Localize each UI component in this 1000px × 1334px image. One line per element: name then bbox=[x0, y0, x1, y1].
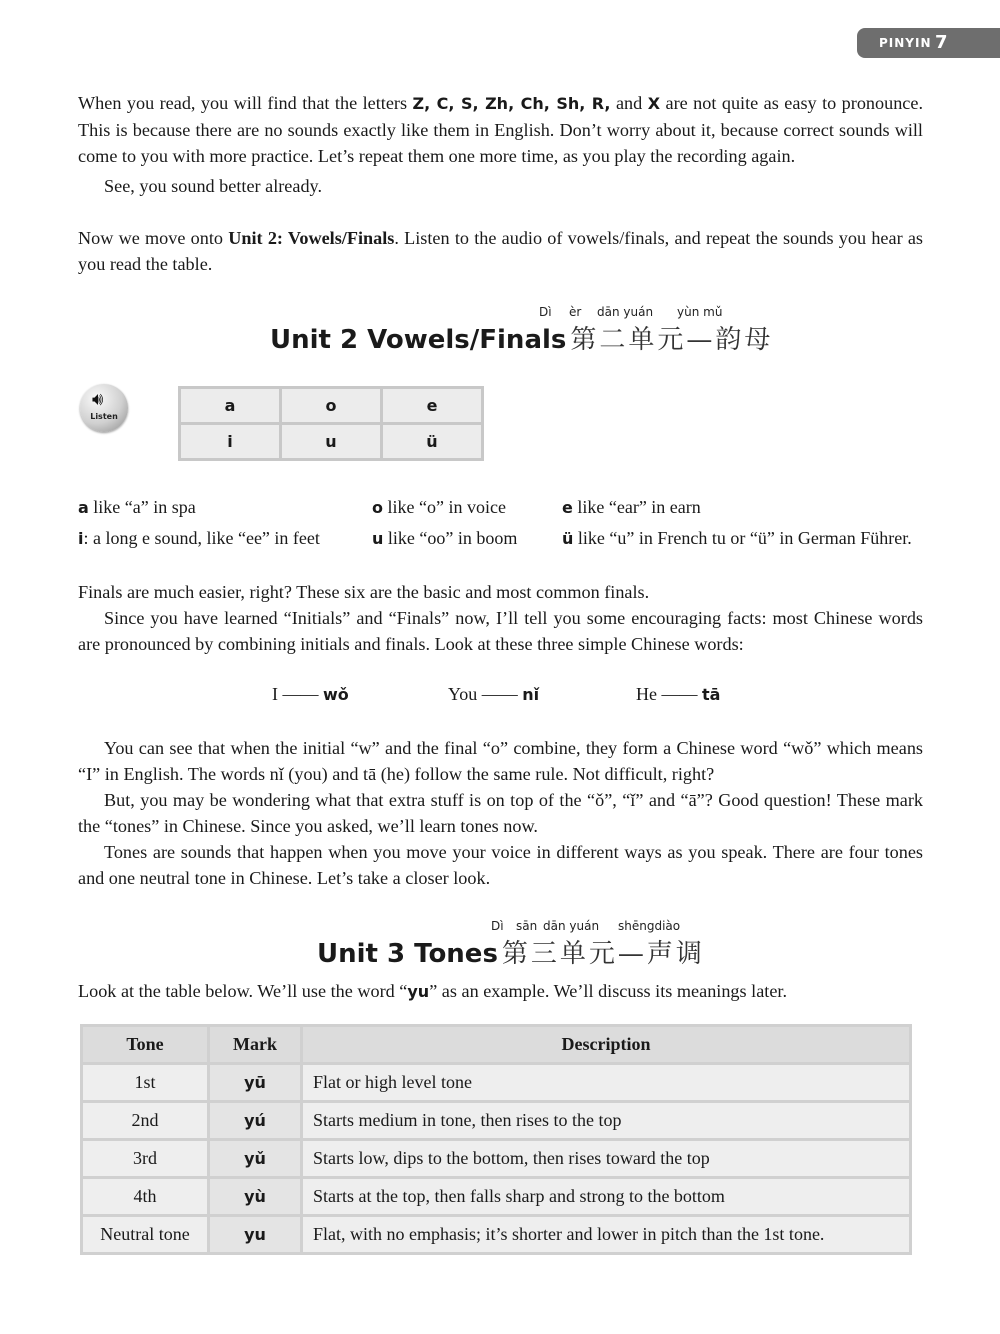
unit2-title: Unit 2 Vowels/Finals bbox=[270, 325, 567, 355]
final-cell: i bbox=[181, 425, 279, 458]
description-cell: Flat or high level tone bbox=[303, 1065, 909, 1100]
table-row bbox=[83, 1065, 909, 1100]
final-cell: ü bbox=[383, 425, 481, 458]
table-row bbox=[83, 1179, 909, 1214]
pinyin-danyuan: dān yuán bbox=[543, 919, 600, 933]
description-cell: Starts medium in tone, then rises to the top bbox=[303, 1103, 909, 1138]
paragraph-tones-intro: Tones are sounds that happen when you move your voice in different ways as you speak. There are four tones and one neutral tone in Chinese. Let’s take a closer look. bbox=[78, 842, 923, 888]
pinyin-yunmu: yùn mǔ bbox=[677, 305, 723, 319]
unit3-chinese-title: 第三单元—声调 bbox=[501, 939, 705, 969]
unit3-title: Unit 3 Tones bbox=[317, 939, 498, 969]
final-description-u-umlaut: ü like “u” in French tu or “ü” in German Führer. bbox=[562, 528, 912, 548]
word-example-he: He —— tā bbox=[636, 684, 721, 704]
final-description-i: i: a long e sound, like “ee” in feet bbox=[78, 528, 320, 548]
pinyin-shengdiao: shēngdiào bbox=[618, 919, 681, 933]
final-cell: a bbox=[181, 389, 279, 422]
listen-label: Listen bbox=[90, 412, 118, 421]
unit2-chinese-title: 第二单元—韵母 bbox=[570, 325, 774, 355]
mark-cell: yū bbox=[210, 1065, 300, 1100]
description-cell: Starts low, dips to the bottom, then rises toward the top bbox=[303, 1141, 909, 1176]
table-row bbox=[83, 1141, 909, 1176]
column-header-tone: Tone bbox=[83, 1027, 207, 1062]
paragraph-unit2-intro: Now we move onto Unit 2: Vowels/Finals. Listen to the audio of vowels/finals, and repeat the sounds you hear as you read the table. bbox=[78, 228, 924, 274]
paragraph-initials-finals: Since you have learned “Initials” and “Finals” now, I’ll tell you some encouraging facts: most Chinese words are pronounced by combining initials and finals. Look at these three simple Chinese words: bbox=[78, 608, 923, 654]
finals-table bbox=[178, 386, 484, 461]
pinyin-er: èr bbox=[569, 305, 582, 319]
tone-cell: 4th bbox=[83, 1179, 207, 1214]
mark-cell: yǔ bbox=[210, 1141, 300, 1176]
mark-cell: yu bbox=[210, 1217, 300, 1252]
paragraph-finals-easier: Finals are much easier, right? These six are the basic and most common finals. bbox=[78, 582, 650, 602]
description-cell: Flat, with no emphasis; it’s shorter and lower in pitch than the 1st tone. bbox=[303, 1217, 909, 1252]
table-header-row bbox=[83, 1027, 909, 1062]
paragraph-wo-explanation: You can see that when the initial “w” and the final “o” combine, they form a Chinese word “wǒ” which means “I” in English. The words nǐ (you) and tā (he) follow the same rule. Not difficult, right? bbox=[78, 738, 923, 784]
paragraph-tone-marks: But, you may be wondering what that extra stuff is on top of the “ǒ”, “ǐ” and “ā”? Good question! These mark the “tones” in Chinese. Since you asked, we’ll learn tones now. bbox=[78, 790, 923, 836]
final-description-o: o like “o” in voice bbox=[372, 497, 506, 517]
final-description-a: a like “a” in spa bbox=[78, 497, 196, 517]
description-cell: Starts at the top, then falls sharp and strong to the bottom bbox=[303, 1179, 909, 1214]
tone-cell: Neutral tone bbox=[83, 1217, 207, 1252]
tones-table bbox=[80, 1024, 912, 1255]
mark-cell: yù bbox=[210, 1179, 300, 1214]
tone-cell: 1st bbox=[83, 1065, 207, 1100]
unit3-heading bbox=[317, 933, 705, 970]
mark-cell: yú bbox=[210, 1103, 300, 1138]
final-cell: o bbox=[282, 389, 380, 422]
table-row bbox=[181, 389, 481, 422]
paragraph-better: See, you sound better already. bbox=[104, 176, 323, 196]
final-cell: e bbox=[383, 389, 481, 422]
speaker-icon: 🔊︎ bbox=[92, 389, 104, 409]
column-header-description: Description bbox=[303, 1027, 909, 1062]
table-row bbox=[83, 1103, 909, 1138]
word-example-you: You —— nǐ bbox=[448, 684, 540, 704]
paragraph-letters: When you read, you will find that the letters Z, C, S, Zh, Ch, Sh, R, and X are not quite as easy to pronounce. This is because there are no sounds exactly like them in English. Don’t worry about it, because correct sounds will come to you with more practice. Let’s repeat them one more time, as you play the recording again. bbox=[78, 93, 923, 166]
final-description-u: u like “oo” in boom bbox=[372, 528, 518, 548]
page-number: 7 bbox=[935, 32, 948, 53]
pinyin-di: Dì bbox=[539, 305, 552, 319]
pinyin-san: sān bbox=[516, 919, 538, 933]
unit2-heading bbox=[270, 319, 773, 356]
word-example-i: I —— wǒ bbox=[272, 684, 349, 704]
tone-cell: 2nd bbox=[83, 1103, 207, 1138]
table-row bbox=[83, 1217, 909, 1252]
pinyin-danyuan: dān yuán bbox=[597, 305, 654, 319]
table-row bbox=[181, 425, 481, 458]
tone-cell: 3rd bbox=[83, 1141, 207, 1176]
final-cell: u bbox=[282, 425, 380, 458]
pinyin-di: Dì bbox=[491, 919, 504, 933]
final-description-e: e like “ear” in earn bbox=[562, 497, 701, 517]
listen-audio-button[interactable] bbox=[80, 384, 128, 432]
section-tab bbox=[857, 28, 1000, 58]
paragraph-table-intro: Look at the table below. We’ll use the word “yu” as an example. We’ll discuss its meanings later. bbox=[78, 981, 788, 1001]
section-label: PINYIN bbox=[879, 36, 932, 50]
column-header-mark: Mark bbox=[210, 1027, 300, 1062]
